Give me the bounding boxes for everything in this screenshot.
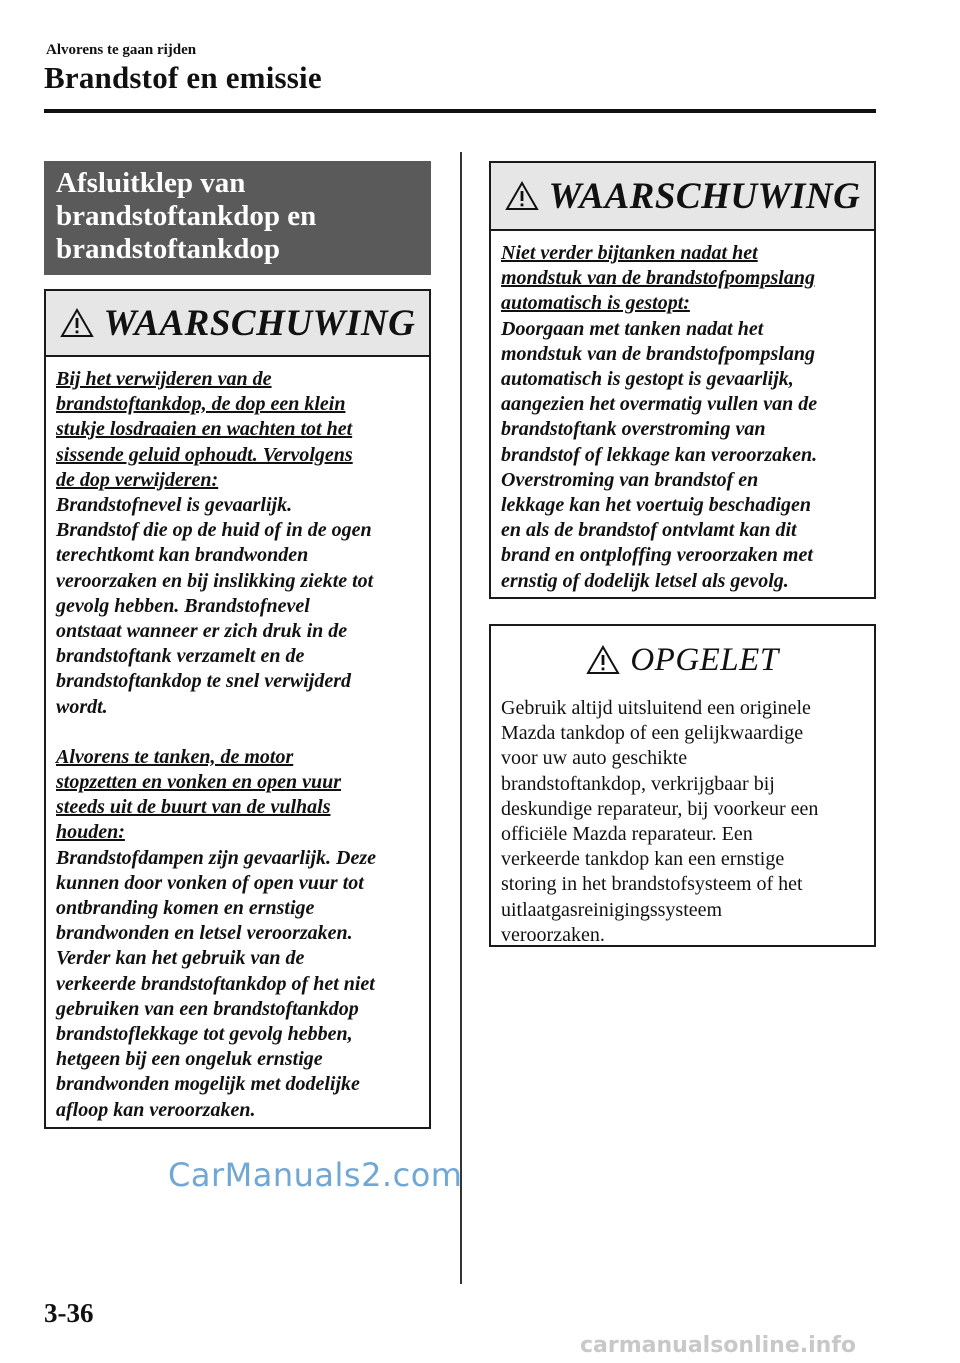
caution-text <box>491 686 874 960</box>
warning-text-line: gevolg hebben. Brandstofnevel <box>56 594 310 617</box>
warning-text-line: en als de brandstof ontvlamt kan dit <box>501 519 797 542</box>
warning-triangle-icon <box>505 181 539 211</box>
warning-lead-line: mondstuk van de brandstofpompslang <box>501 267 815 290</box>
warning-text-line: mondstuk van de brandstofpompslang <box>501 342 815 365</box>
watermark-logo: CarManuals2.com <box>168 1156 463 1194</box>
warning-text-line: Overstroming van brandstof en <box>501 468 759 491</box>
warning-text-line: brandstof of lekkage kan veroorzaken. <box>501 443 818 466</box>
warning-text-line: brand en ontploffing veroorzaken met <box>501 544 813 567</box>
warning-lead-line: Niet verder bijtanken nadat het <box>501 242 758 264</box>
warning-text <box>501 317 864 594</box>
warning-lead-line: houden: <box>56 821 125 844</box>
watermark-footer: carmanualsonline.info <box>580 1333 856 1358</box>
warning-box-right <box>489 161 876 599</box>
warning-text-line: Brandstofdampen zijn gevaarlijk. Deze <box>56 846 377 869</box>
caution-text-line: officiële Mazda reparateur. Een <box>501 823 753 846</box>
warning-heading: WAARSCHUWING <box>548 175 861 217</box>
warning-lead-1 <box>56 367 419 493</box>
page-number: 3-36 <box>44 1298 94 1328</box>
warning-text-1 <box>56 493 419 720</box>
section-title <box>44 161 431 275</box>
warning-lead-line: stukje losdraaien en wachten tot het <box>56 418 353 441</box>
caution-header <box>491 626 874 686</box>
warning-text-line: ernstig of dodelijk letsel als gevolg. <box>501 569 789 592</box>
warning-text-line: automatisch is gestopt is gevaarlijk, <box>501 368 794 391</box>
warning-text-line: ontstaat wanneer er zich druk in de <box>56 620 348 643</box>
warning-header <box>46 291 429 357</box>
caution-text-line: deskundige reparateur, bij voorkeur een <box>501 797 819 820</box>
header-divider <box>44 109 876 113</box>
warning-text-line: brandwonden en letsel veroorzaken. <box>56 922 353 945</box>
warning-text-line: Brandstof die op de huid of in de ogen <box>56 519 372 542</box>
warning-text-line: veroorzaken en bij inslikking ziekte tot <box>56 569 374 592</box>
warning-box-left <box>44 289 431 1129</box>
warning-lead-line: brandstoftankdop, de dop een klein <box>56 393 346 416</box>
caution-text-line: veroorzaken. <box>501 923 605 946</box>
warning-text-line: brandwonden mogelijk met dodelijke <box>56 1073 360 1096</box>
warning-text-line: kunnen door vonken of open vuur tot <box>56 871 364 894</box>
warning-text-line: terechtkomt kan brandwonden <box>56 544 309 567</box>
caution-text-line: storing in het brandstofsysteem of het <box>501 873 803 896</box>
warning-lead-line: sissende geluid ophoudt. Vervolgens <box>56 443 353 466</box>
warning-text-line: ontbranding komen en ernstige <box>56 897 315 920</box>
caution-heading: OPGELET <box>630 641 779 678</box>
warning-lead-2 <box>56 745 419 846</box>
caution-text-line: uitlaatgasreinigingssysteem <box>501 898 723 921</box>
warning-header <box>491 163 874 231</box>
caution-text-line: Mazda tankdop of een gelijkwaardige <box>501 722 804 745</box>
warning-lead-line: automatisch is gestopt: <box>501 292 690 315</box>
warning-text-line: brandstoftankdop te snel verwijderd <box>56 670 352 693</box>
warning-text-line: verkeerde brandstoftankdop of het niet <box>56 972 375 995</box>
warning-body <box>491 231 874 606</box>
caution-text-line: voor uw auto geschikte <box>501 747 688 770</box>
caution-text-line: brandstoftankdop, verkrijgbaar bij <box>501 772 775 795</box>
warning-lead-line: stopzetten en vonken en open vuur <box>56 771 342 794</box>
warning-text-line: Verder kan het gebruik van de <box>56 947 305 970</box>
column-divider <box>460 152 462 1284</box>
warning-text-line: gebruiken van een brandstoftankdop <box>56 997 359 1020</box>
caution-box <box>489 624 876 947</box>
page-title: Brandstof en emissie <box>44 60 322 95</box>
warning-text-line: brandstoftank overstroming van <box>501 418 766 441</box>
warning-text-line: Brandstofnevel is gevaarlijk. <box>56 494 293 517</box>
warning-triangle-icon <box>60 308 94 338</box>
warning-text-line: Doorgaan met tanken nadat het <box>501 317 764 340</box>
warning-text-line: afloop kan veroorzaken. <box>56 1098 256 1121</box>
warning-text-line: lekkage kan het voertuig beschadigen <box>501 494 811 517</box>
section-title-line: brandstoftankdop <box>56 233 281 265</box>
chapter-subtitle: Alvorens te gaan rijden <box>46 42 197 58</box>
caution-triangle-icon <box>586 645 620 675</box>
warning-lead-line: steeds uit de buurt van de vulhals <box>56 796 331 819</box>
warning-text-line: brandstoftank verzamelt en de <box>56 645 305 668</box>
caution-text-line: verkeerde tankdop kan een ernstige <box>501 848 785 871</box>
warning-lead-line: Alvorens te tanken, de motor <box>56 745 294 768</box>
warning-lead-line: de dop verwijderen: <box>56 468 219 491</box>
warning-text-line: brandstoflekkage tot gevolg hebben, <box>56 1023 353 1046</box>
warning-text-line: wordt. <box>56 695 108 718</box>
warning-text-2 <box>56 846 419 1123</box>
warning-text-line: hetgeen bij een ongeluk ernstige <box>56 1048 323 1071</box>
warning-lead-line: Bij het verwijderen van de <box>56 368 272 390</box>
warning-text-line: aangezien het overmatig vullen van de <box>501 393 818 416</box>
warning-body <box>46 357 429 1135</box>
caution-text-line: Gebruik altijd uitsluitend een originele <box>501 697 811 719</box>
section-title-line: Afsluitklep van <box>56 167 246 199</box>
section-title-line: brandstoftankdop en <box>56 200 317 232</box>
warning-lead <box>501 241 864 317</box>
warning-heading: WAARSCHUWING <box>103 302 416 344</box>
